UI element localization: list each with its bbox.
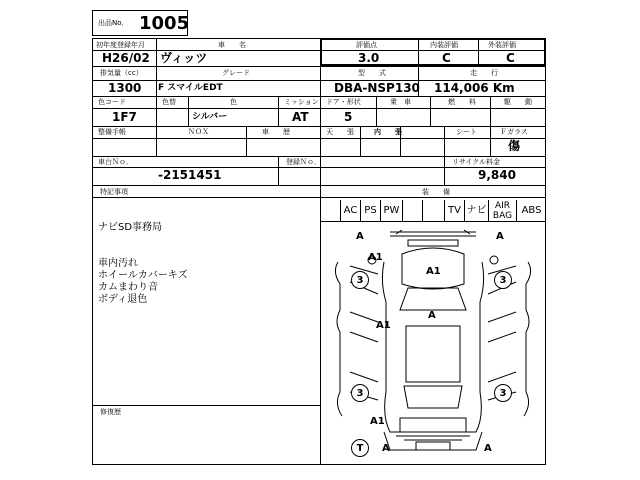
equip-pw: PW <box>380 200 402 222</box>
mileage-label: 走 行 <box>470 69 498 77</box>
equip-ac: AC <box>340 200 360 222</box>
color-code-value: 1F7 <box>112 110 137 124</box>
history-label: 車 歴 <box>262 128 290 136</box>
exterior-label: 外装評価 <box>488 41 516 49</box>
equip-airbag: AIR BAG <box>488 200 516 222</box>
displacement-value: 1300 <box>108 81 142 95</box>
equip-ps: PS <box>360 200 380 222</box>
car-diagram <box>320 222 546 465</box>
tire-rear-right: 3 <box>494 384 512 402</box>
tire-front-right: 3 <box>494 271 512 289</box>
interior-value: C <box>442 51 451 65</box>
equip-blank-1 <box>402 200 422 222</box>
equip-navi: ナビ <box>464 200 488 222</box>
sunroof-label: 天 張 <box>326 128 354 136</box>
equipment-label: 装 備 <box>422 188 450 196</box>
reg-no-label: 登録Ｎｏ． <box>286 158 321 166</box>
glass-value: 傷 <box>508 139 521 153</box>
score-label: 評価点 <box>356 41 377 49</box>
color-change-label: 色替 <box>162 98 176 106</box>
mark-front-left: A <box>356 231 364 242</box>
note-line <box>98 246 316 258</box>
mark-roof-center: A <box>428 310 436 321</box>
note-line: ナビSD事務局 <box>98 222 163 233</box>
year-reg-value: H26/02 <box>102 51 150 65</box>
tire-rear-left: 3 <box>351 384 369 402</box>
mileage-value: 114,006 Km <box>434 81 515 95</box>
mark-rear-a1: A1 <box>370 416 385 427</box>
transmission-value: AT <box>292 110 309 124</box>
chassis-label: 車台Ｎｏ． <box>98 158 133 166</box>
model-value: DBA-NSP130 <box>334 81 420 95</box>
recycle-label: リサイクル料金 <box>452 158 501 166</box>
grade-value: F スマイルEDT <box>158 83 223 93</box>
mark-rear-left-a: A <box>382 443 390 454</box>
car-name-label: 車 名 <box>218 41 246 49</box>
glass-label: Ｆガラス <box>500 128 528 136</box>
fuel-label: 燃 料 <box>448 98 476 106</box>
chassis-value: -2151451 <box>158 168 222 182</box>
repair-label: 修復歴 <box>100 408 121 416</box>
equip-empty <box>320 200 340 222</box>
door-shape-label: ドア・形状 <box>326 98 361 106</box>
mark-roof-a1: A1 <box>426 266 441 277</box>
note-line: カムまわり音 <box>98 282 158 293</box>
manual-label: 整備手帳 <box>98 128 126 136</box>
interior-label: 内装評価 <box>430 41 458 49</box>
lot-number: 1005 <box>139 13 190 34</box>
lot-label: 出品No． <box>98 19 129 27</box>
model-label: 型 式 <box>358 69 386 77</box>
color-value: シルバー <box>192 112 228 122</box>
equip-tv: TV <box>444 200 464 222</box>
transmission-label: ミッション <box>284 98 319 106</box>
mark-hood-a1: A1 <box>368 252 383 263</box>
displacement-label: 排気量（cc） <box>100 69 143 77</box>
equip-blank-2 <box>422 200 444 222</box>
equipment-row <box>320 200 546 222</box>
lot-number-box <box>92 10 188 36</box>
tire-front-left: 3 <box>351 271 369 289</box>
mark-side-left: A1 <box>376 320 391 331</box>
door-shape-value: 5 <box>344 110 353 124</box>
score-value: 3.0 <box>358 51 380 65</box>
recycle-value: 9,840 <box>478 168 516 182</box>
mark-rear-right-a: A <box>484 443 492 454</box>
capacity-label: 乗 車 <box>390 98 411 106</box>
color-code-label: 色コード <box>98 98 126 106</box>
grade-label: グレード <box>222 69 250 77</box>
note-line: ホイールカバーキズ <box>98 270 188 281</box>
note-line: ボディ退色 <box>98 294 148 305</box>
notes-label: 特記事項 <box>100 188 128 196</box>
color-label: 色 <box>230 98 237 106</box>
car-name-value: ヴィッツ <box>160 51 208 65</box>
interior-roof-label: 内 張 <box>374 128 402 136</box>
note-line <box>98 234 316 246</box>
notes-list <box>98 222 316 306</box>
exterior-value: C <box>506 51 515 65</box>
nox-label: ＮＯＸ <box>188 128 209 136</box>
mark-front-right: A <box>496 231 504 242</box>
year-reg-label: 初年度登録年月 <box>96 41 145 49</box>
seat-label: シート <box>456 128 477 136</box>
equip-abs: ABS <box>516 200 546 222</box>
drive-label: 駆 動 <box>504 98 532 106</box>
mark-rear-t: T <box>351 439 369 457</box>
note-line: 車内汚れ <box>98 258 138 269</box>
